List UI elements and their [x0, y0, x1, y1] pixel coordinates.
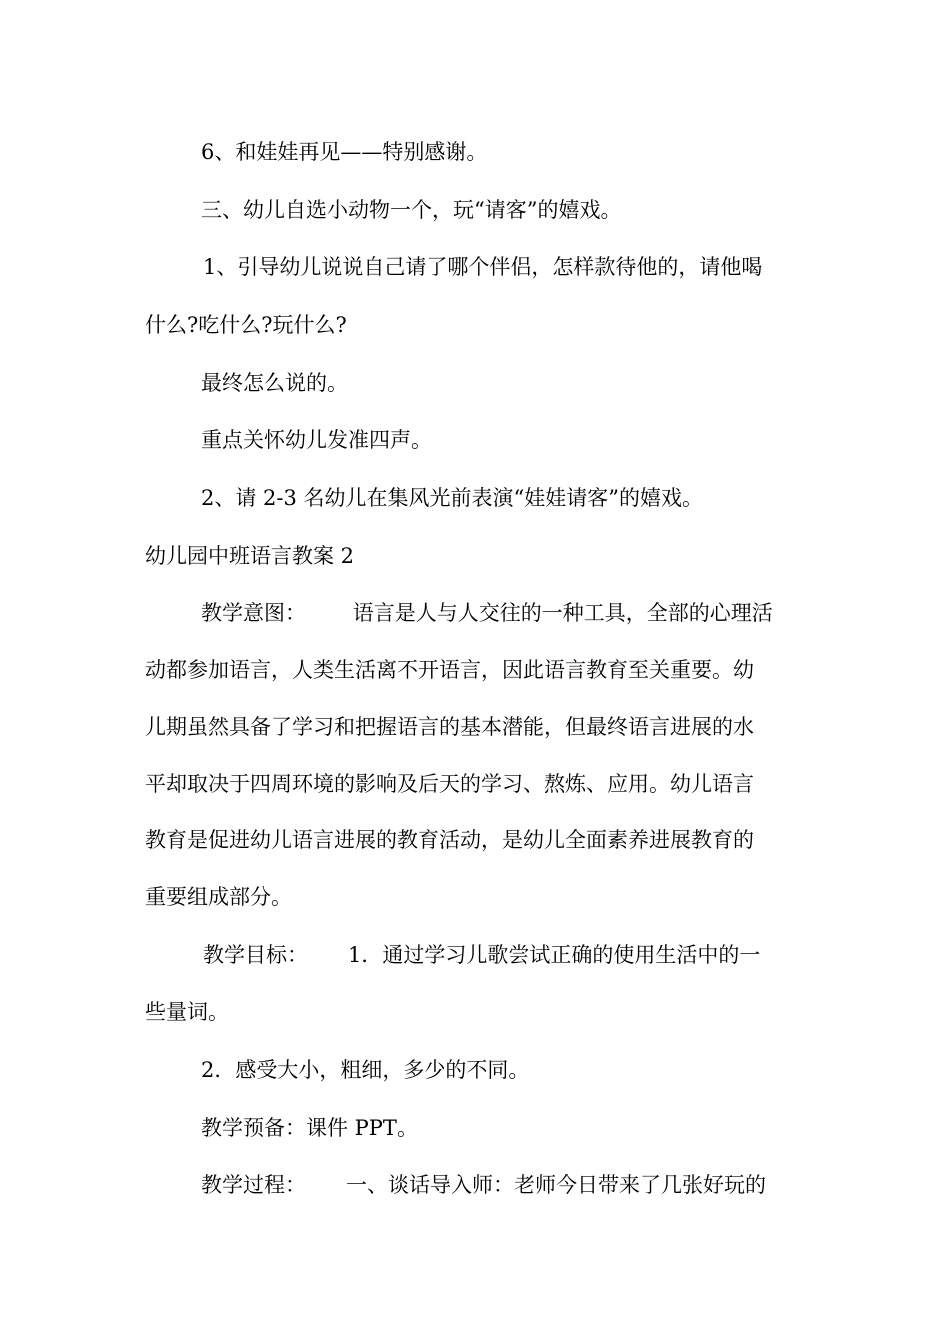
- text-line: 6、和娃娃再见——特别感谢。: [201, 140, 488, 164]
- text-line: 1、引导幼儿说说自己请了哪个伴侣，怎样款待他的，请他喝: [203, 255, 763, 279]
- text-line: 教学过程： 一、谈话导入师：老师今日带来了几张好玩的: [201, 1173, 767, 1197]
- text-line: 些量词。: [145, 1000, 229, 1024]
- text-line: 重点关怀幼儿发准四声。: [201, 428, 432, 452]
- section-heading: 幼儿园中班语言教案 2: [145, 544, 355, 568]
- text-line: 什么?吃什么?玩什么?: [145, 313, 347, 337]
- text-line: 2、请 2-3 名幼儿在集风光前表演“娃娃请客”的嬉戏。: [201, 486, 703, 510]
- text-line: 2．感受大小，粗细，多少的不同。: [201, 1058, 530, 1082]
- text-line: 平却取决于四周环境的影响及后天的学习、熬炼、应用。幼儿语言: [145, 772, 754, 796]
- text-line: 教学目标： 1．通过学习儿歌尝试正确的使用生活中的一: [203, 943, 761, 967]
- text-line: 最终怎么说的。: [201, 371, 348, 395]
- text-line: 儿期虽然具备了学习和把握语言的基本潜能，但最终语言进展的水: [145, 715, 754, 739]
- text-line: 教育是促进幼儿语言进展的教育活动，是幼儿全面素养进展教育的: [145, 828, 754, 852]
- text-line: 三、幼儿自选小动物一个，玩“请客”的嬉戏。: [201, 198, 622, 222]
- text-line: 动都参加语言，人类生活离不开语言，因此语言教育至关重要。幼: [145, 658, 754, 682]
- text-line: 重要组成部分。: [145, 885, 292, 909]
- text-line: 教学预备：课件 PPT。: [201, 1116, 418, 1140]
- text-line: 教学意图： 语言是人与人交往的一种工具，全部的心理活: [201, 601, 773, 625]
